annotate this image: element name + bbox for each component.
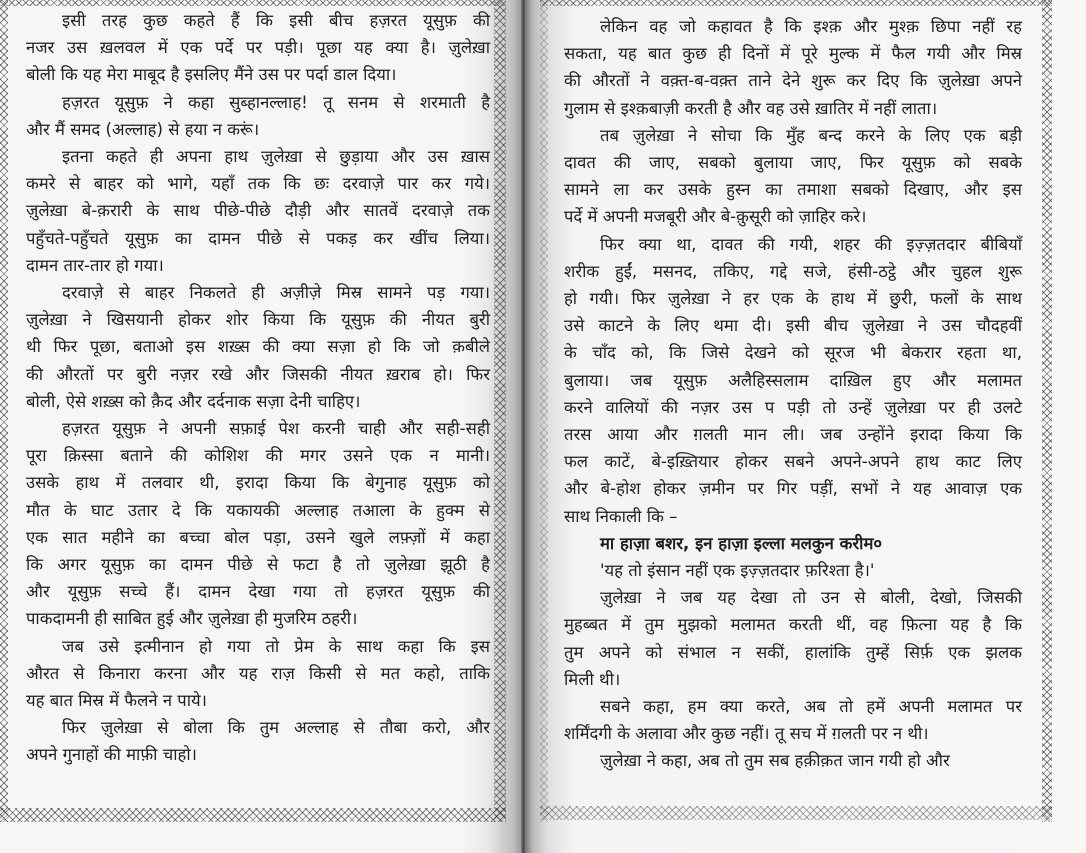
paragraph <box>26 279 490 415</box>
right-page-text <box>564 13 1022 775</box>
text-line: शरीक हुईं, मसनद, तकिए, गद्दे सजे, हंसी-ठट्ठे और चुहल शुरू <box>564 261 1022 281</box>
left-border-right <box>494 0 506 822</box>
text-line: की औरतों ने वक़्त-ब-वक़्त ताने देने शुरू कर दिए कि ज़ुलेख़ा अपने <box>564 71 1022 91</box>
text-line: सकता, यह बात कुछ ही दिनों में पूरे मुल्क में फैल गयी और मिस्र <box>564 44 1022 64</box>
left-border-bottom <box>0 808 506 822</box>
text-line: तरस आया और ग़लती मान ली। जब उन्होंने इरादा किया कि <box>564 425 1022 445</box>
text-line: कमरे से बाहर को भागे, यहाँ तक कि छः दरवाज़े पार कर गये। <box>26 174 490 194</box>
paragraph <box>26 633 490 715</box>
text-line: शर्मिंदगी के अलावा और कुछ नहीं। तू सच में ग़लती पर न थी। <box>564 724 929 744</box>
text-line: हज़रत यूसुफ़ ने कहा सुब्हानल्लाह! तू सनम से शरमाती है <box>62 92 490 112</box>
text-line: फिर ज़ुलेख़ा से बोला कि तुम अल्लाह से तौबा करो, और <box>62 718 490 738</box>
text-line: हज़रत यूसुफ़ ने अपनी सफ़ाई पेश करनी चाही और सही-सही <box>62 419 490 439</box>
paragraph <box>564 747 1022 774</box>
left-border-top <box>0 0 504 6</box>
text-line: और बे-होश होकर ज़मीन पर गिर पड़ीं, सभों ने यह आवाज़ एक <box>564 479 1022 499</box>
text-line: ज़ुलेख़ा बे-क़रारी के साथ पीछे-पीछे दौड़ी और सातवें दरवाज़े तक <box>26 201 490 221</box>
right-page <box>524 0 1086 853</box>
text-line: बुलाया। जब यूसुफ़ अलैहिस्सलाम दाख़िल हुए और मलामत <box>564 370 1022 390</box>
right-border-left <box>540 0 548 822</box>
left-page-text <box>26 7 490 769</box>
text-line: और मैं समद (अल्लाह) से हया न करूं। <box>26 119 260 139</box>
text-line: की औरतों पर बुरी नज़र रखे और जिसकी नीयत ख़राब हो। फिर <box>26 364 490 384</box>
book-spine <box>521 0 526 853</box>
text-line: के चाँद को, कि जिसे देखने को सूरज भी बेकरार रहता था, <box>564 343 1022 363</box>
text-line: नजर उस ख़लवल में एक पर्दे पर पड़ी। पूछा यह क्या है। ज़ुलेख़ा <box>26 38 490 58</box>
text-line: पहुँचते-पहुँचते यूसुफ़ का दामन पीछे से पकड़ कर खींच लिया। <box>26 228 490 248</box>
left-page <box>0 0 524 853</box>
text-line: दामन तार-तार हो गया। <box>26 255 164 275</box>
paragraph <box>26 714 490 768</box>
text-line: बोली, ऐसे शख़्स को क़ैद और दर्दनाक सज़ा देनी चाहिए। <box>26 391 361 411</box>
text-line: ज़ुलेख़ा ने जब यह देखा तो उन से बोली, देखो, जिसकी <box>600 588 1022 608</box>
text-line: पाकदामनी ही साबित हुई और ज़ुलेख़ा ही मुजरिम ठहरी। <box>26 609 358 629</box>
paragraph <box>564 13 1022 122</box>
text-line: सामने ला कर उसके हुस्न का तमाशा सबको दिखाए, और इस <box>564 180 1022 200</box>
text-line: फिर क्या था, दावत की गयी, शहर की इज़्ज़तदार बीबियाँ <box>600 234 1022 254</box>
text-line: पूरा क़िस्सा बताने की कोशिश की मगर उसने एक न मानी। <box>26 446 490 466</box>
text-line: मौत के घाट उतार दे कि यकायकी अल्लाह तआला के हुक्म से <box>26 500 490 520</box>
text-line: करने वालियों की नज़र उस प पड़ी तो उन्हें ज़ुलेख़ा पर ही उलटे <box>564 397 1022 417</box>
text-line: लेकिन वह जो कहावत है कि इश्क़ और मुश्क़ छिपा नहीं रह <box>600 17 1022 36</box>
text-line: बोली कि यह मेरा माबूद है इसलिए मैंने उस पर पर्दा डाल दिया। <box>26 65 397 85</box>
text-line: दावत की जाए, सबको बुलाया जाए, फिर यूसुफ़ को सबके <box>564 153 1022 173</box>
text-line: उसके हाथ में तलवार थी, इरादा किया कि बेगुनाह यूसुफ़ को <box>26 473 490 493</box>
text-line: गुलाम से इश्क़बाज़ी करती है और वह उसे ख़ातिर में नहीं लाता। <box>564 98 938 118</box>
paragraph <box>26 7 490 89</box>
text-line: ज़ुलेख़ा ने खिसयानी होकर शोर किया कि यूसुफ़ की नीयत बुरी <box>26 310 490 330</box>
text-line: थी फिर पूछा, बताओ इस शख़्स की क्या सज़ा हो कि जो क़बीले <box>26 337 490 357</box>
paragraph <box>564 584 1022 693</box>
arabic-verse: मा हाज़ा बशर, इन हाज़ा इल्ला मलकुन करीम० <box>600 533 882 553</box>
text-line: अपने गुनाहों की माफ़ी चाहो। <box>26 745 197 765</box>
text-line: एक सात महीने का बच्चा बोल पड़ा, उसने खुले लफ़्ज़ों में कहा <box>26 527 490 547</box>
paragraph <box>26 89 490 143</box>
text-line: तुम अपने को संभाल न सकीं, हालांकि तुम्हें सिर्फ़ एक झलक <box>564 642 1022 662</box>
text-line: फल काटें, बे-इख़्तियार होकर सबने अपने-अपने हाथ काट लिए <box>564 452 1022 472</box>
text-line: मुहब्बत में तुम मुझको मलामत करती थीं, वह फ़ित्ना यह है कि <box>564 615 1022 635</box>
right-border-top <box>540 0 1052 6</box>
text-line: जब उसे इत्मीनान हो गया तो प्रेम के साथ कहा कि इस <box>62 636 490 656</box>
text-line: कि अगर यूसुफ़ का दामन पीछे से फटा है तो ज़ुलेख़ा झूठी है <box>26 555 490 575</box>
text-line: उसे काटने के लिए थमा दी। इसी बीच ज़ुलेख़ा ने उस चौदहवीं <box>564 316 1022 336</box>
right-border-bottom <box>540 806 1052 820</box>
paragraph <box>26 143 490 279</box>
text-line: दरवाज़े से बाहर निकलते ही अज़ीज़े मिस्र सामने पड़ गया। <box>62 283 490 303</box>
paragraph <box>564 122 1022 231</box>
text-line: पर्दे में अपनी मजबूरी और बे-क़ुसूरी को ज़ाहिर करे। <box>564 207 867 227</box>
text-line: औरत से किनारा करना और यह राज़ किसी से मत कहो, ताकि <box>26 663 490 683</box>
text-line: सबने कहा, हम क्या करते, अब तो हमें अपनी मलामत पर <box>600 697 1022 717</box>
text-line: इतना कहते ही अपना हाथ ज़ुलेख़ा से छुड़ाया और उस ख़ास <box>62 147 490 167</box>
text-line: ज़ुलेख़ा ने कहा, अब तो तुम सब हक़ीक़त जान गयी हो और <box>600 751 950 771</box>
verse-translation: 'यह तो इंसान नहीं एक इज़्ज़तदार फ़रिश्ता है।' <box>600 561 875 581</box>
right-border-right <box>1042 0 1052 822</box>
text-line: साथ निकाली कि – <box>564 506 678 526</box>
left-border-left <box>0 0 8 822</box>
text-line: मिली थी। <box>564 669 621 689</box>
text-line: हो गयी। फिर ज़ुलेख़ा ने हर एक के हाथ में छुरी, फलों के साथ <box>564 289 1022 309</box>
paragraph <box>564 693 1022 747</box>
text-line: तब ज़ुलेख़ा ने सोचा कि मुँह बन्द करने के लिए एक बड़ी <box>600 125 1022 145</box>
paragraph <box>564 231 1022 530</box>
text-line: और यूसुफ़ सच्चे हैं। दामन देखा गया तो हज़रत यूसुफ़ की <box>26 582 490 602</box>
text-line: इसी तरह कुछ कहते हैं कि इसी बीच हज़रत यूसुफ़ की <box>62 11 490 30</box>
paragraph <box>26 415 490 633</box>
text-line: यह बात मिस्र में फैलने न पाये। <box>26 691 207 711</box>
